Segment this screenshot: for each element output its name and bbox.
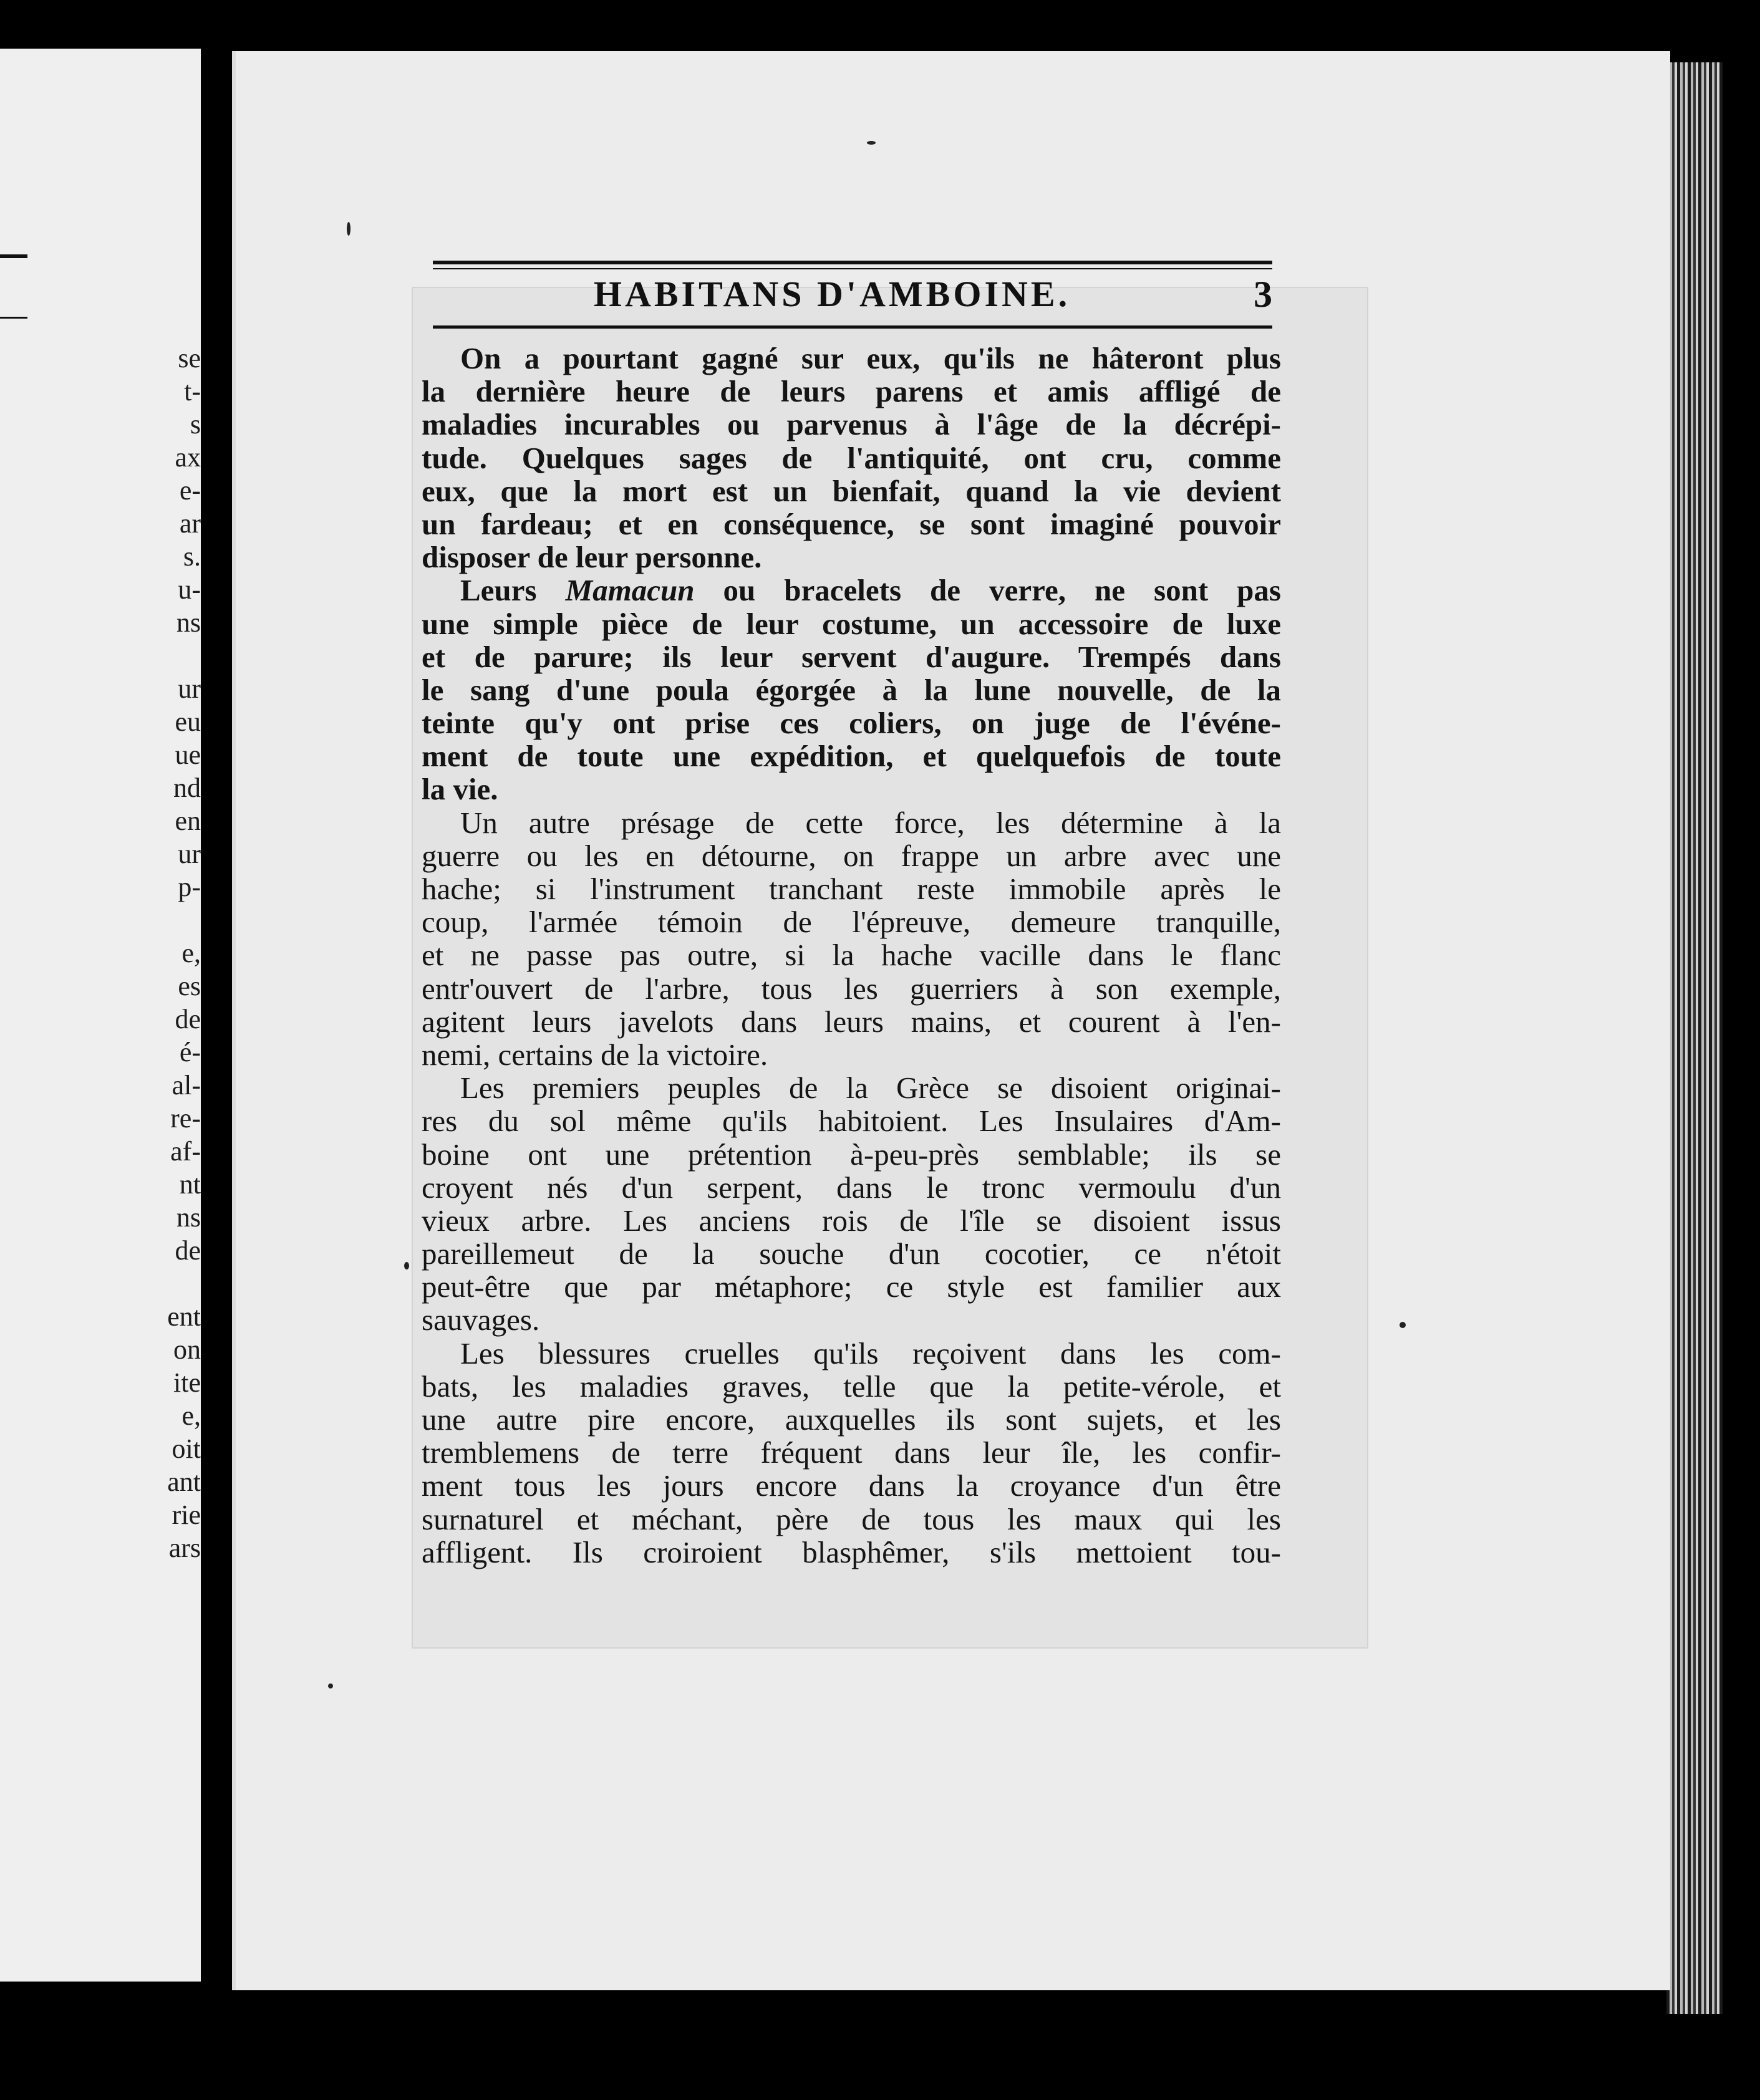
facing-page-fragment: re- xyxy=(170,1103,201,1134)
facing-page-fragment: e- xyxy=(179,475,201,506)
facing-page-fragment: eu xyxy=(175,706,201,737)
speck xyxy=(867,141,876,145)
paragraph xyxy=(422,806,1281,1072)
facing-page-fragment: de xyxy=(175,1004,201,1034)
text-line: et de parure; ils leur servent d'augure. Trempés dans xyxy=(422,639,1281,674)
facing-page-fragment: t- xyxy=(184,376,201,407)
text-line: agitent leurs javelots dans leurs mains, et courent à l'en- xyxy=(422,1004,1281,1039)
facing-page-fragment: ns xyxy=(176,607,201,638)
header-rule-top xyxy=(433,261,1272,264)
text-line: tremblemens de terre fréquent dans leur île, les confir- xyxy=(422,1435,1281,1470)
speck xyxy=(347,222,351,236)
facing-page-fragment: on xyxy=(173,1334,201,1365)
text-line: entr'ouvert de l'arbre, tous les guerriers à son exemple, xyxy=(422,971,1281,1006)
text-line: ment de toute une expédition, et quelquefois de toute xyxy=(422,739,1281,774)
facing-page-fragment: al- xyxy=(172,1070,201,1101)
facing-page xyxy=(0,49,201,1982)
facing-page-fragment xyxy=(0,1267,201,1300)
text-line: On a pourtant gagné sur eux, qu'ils ne hâteront plus xyxy=(460,341,1281,375)
text-line: vieux arbre. Les anciens rois de l'île se disoient issus xyxy=(422,1203,1281,1238)
paragraph xyxy=(422,1337,1281,1569)
text-line: Les blessures cruelles qu'ils reçoivent dans les com- xyxy=(460,1336,1281,1370)
text-line: la dernière heure de leurs parens et amis affligé de xyxy=(422,374,1281,409)
facing-page-fragment: nd xyxy=(173,773,201,803)
text-line: surnaturel et méchant, père de tous les maux qui les xyxy=(422,1501,1281,1536)
text-line: le sang d'une poula égorgée à la lune nouvelle, de la xyxy=(422,672,1281,707)
text-line: teinte qu'y ont prise ces coliers, on juge de l'événe- xyxy=(422,706,1281,741)
text-line: affligent. Ils croiroient blasphêmer, s'ils mettoient tou- xyxy=(422,1534,1281,1569)
facing-page-fragment: oit xyxy=(172,1433,201,1464)
text-line: croyent nés d'un serpent, dans le tronc vermoulu d'un xyxy=(422,1170,1281,1205)
page-number: 3 xyxy=(1254,274,1272,315)
paragraph xyxy=(422,1071,1281,1337)
facing-page-fragment xyxy=(0,903,201,937)
body-text xyxy=(422,342,1281,1569)
text-line: maladies incurables ou parvenus à l'âge de la décrépi- xyxy=(422,407,1281,442)
facing-page-fragment: ent xyxy=(167,1301,201,1332)
facing-page-fragment: p- xyxy=(178,872,201,902)
speck xyxy=(328,1683,333,1688)
text-line: coup, l'armée témoin de l'épreuve, demeure tranquille, xyxy=(422,905,1281,940)
facing-page-rule xyxy=(0,254,27,258)
facing-page-fragment xyxy=(0,639,201,672)
text-line: et ne passe pas outre, si la hache vacille dans le flanc xyxy=(422,938,1281,973)
paragraph xyxy=(422,574,1281,806)
text-line: Les premiers peuples de la Grèce se disoient originai- xyxy=(460,1071,1281,1105)
text-line: eux, que la mort est un bienfait, quand la vie devient xyxy=(422,473,1281,508)
facing-page-fragment: ars xyxy=(168,1533,201,1563)
text-line: bats, les maladies graves, telle que la petite-vérole, et xyxy=(422,1369,1281,1404)
italic-term: Mamacun xyxy=(565,573,695,608)
running-title: HABITANS D'AMBOINE. xyxy=(593,274,1071,314)
header-rule-top-thin xyxy=(433,268,1272,269)
facing-page-fragment: ue xyxy=(175,739,201,770)
speck xyxy=(404,1262,409,1269)
text-line: nemi, certains de la victoire. xyxy=(422,1037,768,1072)
text-line: boine ont une prétention à-peu-près semblable; ils se xyxy=(422,1137,1281,1172)
text-line: guerre ou les en détourne, on frappe un arbre avec une xyxy=(422,838,1281,873)
facing-page-fragment: ur xyxy=(178,839,201,869)
text-line: une simple pièce de leur costume, un accessoire de luxe xyxy=(422,606,1281,641)
facing-page-fragment: e, xyxy=(181,1400,201,1431)
facing-page-text xyxy=(0,342,201,1564)
text-line: ment tous les jours encore dans la croyance d'un être xyxy=(422,1468,1281,1503)
text-line: disposer de leur personne. xyxy=(422,540,762,575)
facing-page-fragment: ar xyxy=(179,508,201,539)
facing-page-fragment: ax xyxy=(175,442,201,473)
text-line: tude. Quelques sages de l'antiquité, ont cru, comme xyxy=(422,440,1281,475)
text-line: une autre pire encore, auxquelles ils sont sujets, et les xyxy=(422,1402,1281,1437)
header-rule-bottom xyxy=(433,325,1272,329)
facing-page-fragment: e, xyxy=(181,938,201,968)
text-line: Leurs Mamacun ou bracelets de verre, ne sont pas xyxy=(460,573,1281,608)
text-line: peut-être que par métaphore; ce style est familier aux xyxy=(422,1269,1281,1304)
text-line: Un autre présage de cette force, les détermine à la xyxy=(460,805,1281,840)
facing-page-fragment: se xyxy=(178,343,201,373)
speck xyxy=(1400,1322,1406,1328)
facing-page-fragment: nt xyxy=(179,1169,201,1200)
facing-page-fragment: en xyxy=(175,806,201,836)
facing-page-fragment: ant xyxy=(167,1467,201,1497)
text-line: res du sol même qu'ils habitoient. Les Insulaires d'Am- xyxy=(422,1104,1281,1139)
facing-page-fragment: es xyxy=(178,971,201,1001)
text-line: un fardeau; et en conséquence, se sont imaginé pouvoir xyxy=(422,506,1281,541)
running-head xyxy=(433,273,1272,323)
facing-page-fragment: s xyxy=(190,409,201,440)
text-line: la vie. xyxy=(422,772,498,807)
paragraph xyxy=(422,342,1281,574)
text-line: pareillemeut de la souche d'un cocotier, ce n'étoit xyxy=(422,1236,1281,1271)
facing-page-fragment: s. xyxy=(183,541,201,572)
facing-page-fragment: ite xyxy=(173,1367,201,1398)
facing-page-fragment: de xyxy=(175,1235,201,1266)
facing-page-fragment: ur xyxy=(178,673,201,704)
facing-page-fragment: u- xyxy=(178,574,201,605)
facing-page-fragment: af- xyxy=(170,1136,201,1167)
facing-page-fragment: é- xyxy=(179,1037,201,1067)
facing-page-fragment: rie xyxy=(172,1500,201,1530)
page-edges xyxy=(1666,62,1723,2014)
text-line: hache; si l'instrument tranchant reste immobile après le xyxy=(422,872,1281,906)
facing-page-rule xyxy=(0,317,27,319)
text-line: sauvages. xyxy=(422,1303,540,1337)
facing-page-fragment: ns xyxy=(176,1202,201,1233)
